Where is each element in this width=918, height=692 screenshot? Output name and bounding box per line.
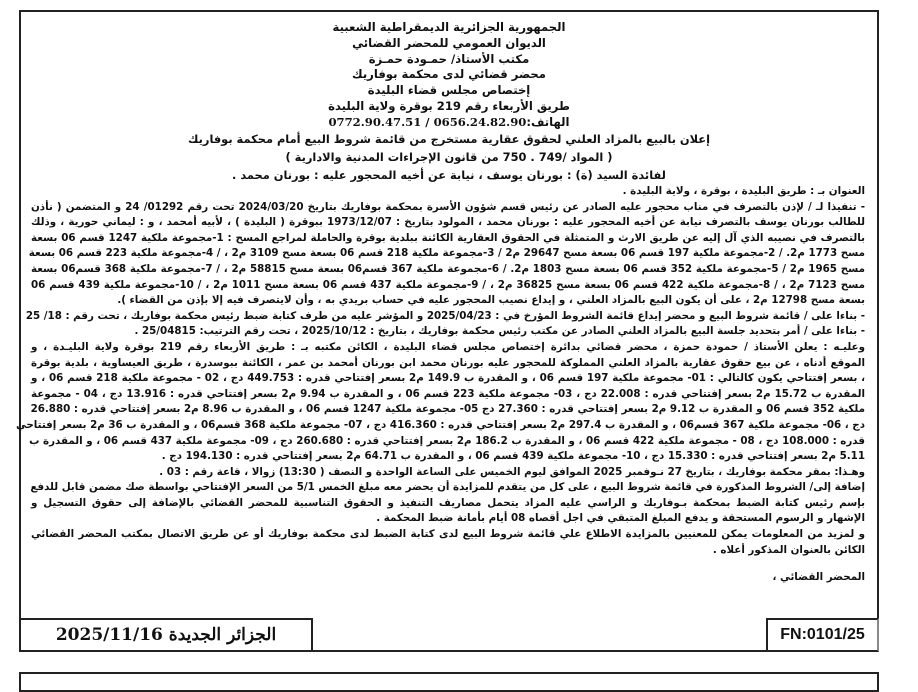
beneficiary-line: لفائدة السيد (ة) : بورنان يوسف ، نيابة عن أخيه المحجور عليه : بورنان محمد .	[232, 168, 666, 182]
header-line-court: محضر قضائي لدى محكمة بوفاريك	[352, 67, 546, 82]
phone-numbers: 0656.24.82.90 / 0772.90.47.51	[328, 114, 527, 129]
sale-paragraph-line: 5.11 م2 بسعر إفتتاحي قدره : 15.330 دج ، 10- مجموعة ملكية 439 قسم 06 ، و المقدرة ب 64.71 م2 بسعر إفتتاحي قدره : 194.130 دج .	[161, 450, 865, 463]
address-paragraph: العنوان بـ : طريق البليدة ، بوقرة ، ولاية البليدة .	[622, 185, 865, 197]
info-paragraph-line: الكائن بالعنوان المذكور أعلاه .	[712, 543, 865, 556]
execution-paragraph-line: مسح 7123 م2 ، / 8-مجموعة ملكية 422 قسم 06 بسعة مسح 36825 م2 ، / 9-مجموعة ملكية 437 قسم 06 بسعة مسح 1011 م2 ، / 10-مجموعة ملكية 439 قسم 06	[31, 278, 866, 291]
execution-paragraph-line: بسعة مسح 12798 م2 ، على أن يكون البيع بالمزاد العلني ، و إيداع نصيب المحجور عليه في حساب بريدي به ، وأن لايتصرف فيه إلا بإذن من القضاء ).	[117, 294, 865, 307]
header-line-office: الديوان العمومي للمحضر القضائي	[352, 35, 546, 50]
next-announcement-frame	[19, 672, 879, 692]
reference-number-box: FN:0101/25	[766, 618, 879, 652]
header-line-republic: الجمهورية الجزائرية الديمقراطية الشعبية	[332, 20, 566, 34]
title-block	[21, 130, 877, 184]
basis-line: - بناءا على / قائمة شروط البيع و محضر إيداع قائمة الشروط المؤرخ في : 2025/04/23 و المؤشر عليه من طرف كتابة ضبط رئيس محكمة بوفاريك ، تحت رقم : 18/ 25	[25, 309, 865, 322]
spacer	[31, 558, 865, 570]
info-paragraph-line: و لمزيد من المعلومات يمكن للمعنيين بالمزايدة الاطلاع علي قائمة شروط البيع لدى كتابة الضبط لدى محكمة بوفاريك أو عن طريق الاتصال بمكتب المحضر القضائي	[31, 528, 865, 541]
signature: المحضر القضائي ،	[772, 571, 865, 584]
execution-paragraph-line: - تنفيذا لـ / لإذن بالتصرف في مناب محجور عليه الصادر عن رئيس قسم شؤون الأسرة بمحكمة بوفاريك بتاريخ 2024/03/20 تحت رقم 01292/ 24 و المتضمن ( نأذن	[31, 200, 866, 213]
phone-label: الهاتف:	[526, 114, 570, 129]
sale-paragraph-line: قدره : 108.000 دج ، 08 - مجموعة ملكية 422 قسم 06 ، و المقدرة ب 186.2 م2 بسعر إفتتاحي قدره : 260.680 دج ، 09- مجموعة ملكية 437 قسم 06 ، و المقدرة ب	[29, 434, 865, 447]
announcement-title: إعلان بالبيع بالمزاد العلني لحقوق عقارية مستخرج من قائمة شروط البيع أمام محكمة بوفاريك	[188, 132, 710, 146]
sale-paragraph-line: ، بسعر إفتتاحي يكون كالتالي : 01- مجموعة ملكية 197 قسم 06 ، و المقدرة ب 149.9 م2 بسعر إفتتاحي قدره : 449.753 دج ، 02 - مجموعة ملكية 218 قسم 06 ، و	[31, 372, 866, 385]
header-phone	[21, 115, 877, 131]
conditions-paragraph-line: بإسم رئيس كتابة الضبط بمحكمة بـوفاريك و الراسي عليه المزاد يتحمل مصاريف التنفيذ و الحقوق التناسبية للمحضر القضائي بالإضافة إلى حقوق التسجيل و	[31, 496, 865, 509]
execution-paragraph-line: مسح 1965 م2 / 5-مجموعة ملكية 352 قسم 06 بسعة مسح 1803 م2. / 6-مجموعة ملكية 367 قسم06 بسعة مسح 58815 م2 ، / 7-مجموعة ملكية 368 قسم06 بسعة	[31, 262, 865, 275]
basis-line: - بناءا على / أمر بتحديد جلسة البيع بالمزاد العلني الصادر عن مكتب رئيس محكمة بوفاريك ، بتاريخ : 2025/10/12 ، تحت رقم الترتيب: 25/04815 .	[134, 325, 865, 338]
announcement-frame	[15, 10, 879, 618]
header-line-address: طريق الأربعاء رقم 219 بوقرة ولاية البليدة	[328, 98, 570, 113]
sale-paragraph-line: دج ، 06- مجموعة ملكية 367 قسم06 ، و المقدرة ب 297.4 م2 بسعر إفتتاحي قدره : 416.360 دج ، 07- مجموعة ملكية 368 قسم06 ، و المقدرة ب 36 م2 بسعر إفتتاحي	[15, 418, 865, 431]
header-line-jurisdiction: إختصاص مجلس قضاء البليدة	[367, 83, 531, 98]
conditions-paragraph-line: إضافة إلى/ الشروط المذكورة في قائمة شروط البيع ، على كل من يتقدم للمزايدة أن يحضر معه مبلغ الخمس 5/1 من السعر الإفتتاحي بواسطة صك مضمن قابل للدفع	[30, 481, 865, 494]
conditions-paragraph-line: الإشهار و الرسوم المستحقة و يدفع المبلغ المتبقي في اجل أقصاه 08 أيام بأمانة ضبط المحكمة .	[376, 512, 865, 525]
execution-paragraph-line: بالتصرف في نصيبه الذي آل إليه عن طريق الارث و المتمثلة في الحقوق العقارية الكائنة ببلدية بوقرة والحاملة لمراجع المسح : 1-مجموعة ملكية 1247 قسم 06 بسعة	[31, 231, 865, 244]
execution-paragraph-line: للطالب بورنان يوسف بالتصرف نيابة عن أخيه المحجور عليه : بورنان محمد ، المولود بتاريخ : 1973/12/07 ببوقرة ( البليدة ) ، لأبيه أمحمد ، و : ليماني حورية ، وذلك	[31, 216, 865, 229]
legal-articles: ( المواد /749 . 750 من قانون الإجراءات المدنية والادارية )	[285, 150, 613, 164]
sale-paragraph-line: وعليـه : يعلن الأستاذ / حمودة حمزة ، محضر قضائي بدائرة إختصاص مجلس قضاء البليدة ، الكائن مكتبه بـ : طريق الأربعاء رقم 219 بوقرة ولاية البليـدة ، و	[31, 340, 865, 353]
header-line-bailiff-name: مكتب الأستاذ/ حمـودة حمـزة	[368, 51, 530, 66]
auction-date-line: وهـذا: بمقر محكمة بوفاريك ، بتاريخ 27 نـوفمبر 2025 الموافق ليوم الخميس على الساعة الواحدة و النصف ( 13:30) زوالا ، قاعة رقم : 03 .	[159, 465, 865, 478]
sale-paragraph-line: الموقع أدناه ، عن بيع حقوق عقارية بالمزاد العلني المملوكة للمحجور عليه بورنان محمد ابن بورنان أمحمد بن عمر ، الكائنة ببوسدرة ، طريق العيساوية ، بلدية بوقرة	[31, 356, 865, 369]
header-block	[21, 20, 877, 131]
sale-paragraph-line: المقدرة ب 15.72 م2 بسعر إفتتاحي قدره : 22.008 دج ، 03- مجموعة ملكية 223 قسم 06 ، و المقدرة ب 9.94 م2 بسعر إفتتاحي قدره : 13.916 دج ، 04 - مجموعة	[31, 387, 866, 400]
announcement-body	[15, 184, 866, 586]
newspaper-date-box: الجزائر الجديدة 2025/11/16	[19, 618, 313, 652]
execution-paragraph-line: مسح 1773 م2. / 2-مجموعة ملكية 197 قسم 06 بسعة مسح 29647 م2 / 3-مجموعة ملكية 218 قسم 06 بسعة مسح 3109 م2 ، / 4-مجموعة ملكية 223 قسم 06 بسعة	[28, 247, 865, 260]
sale-paragraph-line: ملكية 352 قسم 06 و المقدرة ب 9.12 م2 بسعر إفتتاحي قدره : 27.360 دج 05- مجموعة ملكية 1247 قسم 06 ، و المقدرة ب 8.96 م2 بسعر إفتتاحي قدره : 26.880	[30, 403, 865, 416]
